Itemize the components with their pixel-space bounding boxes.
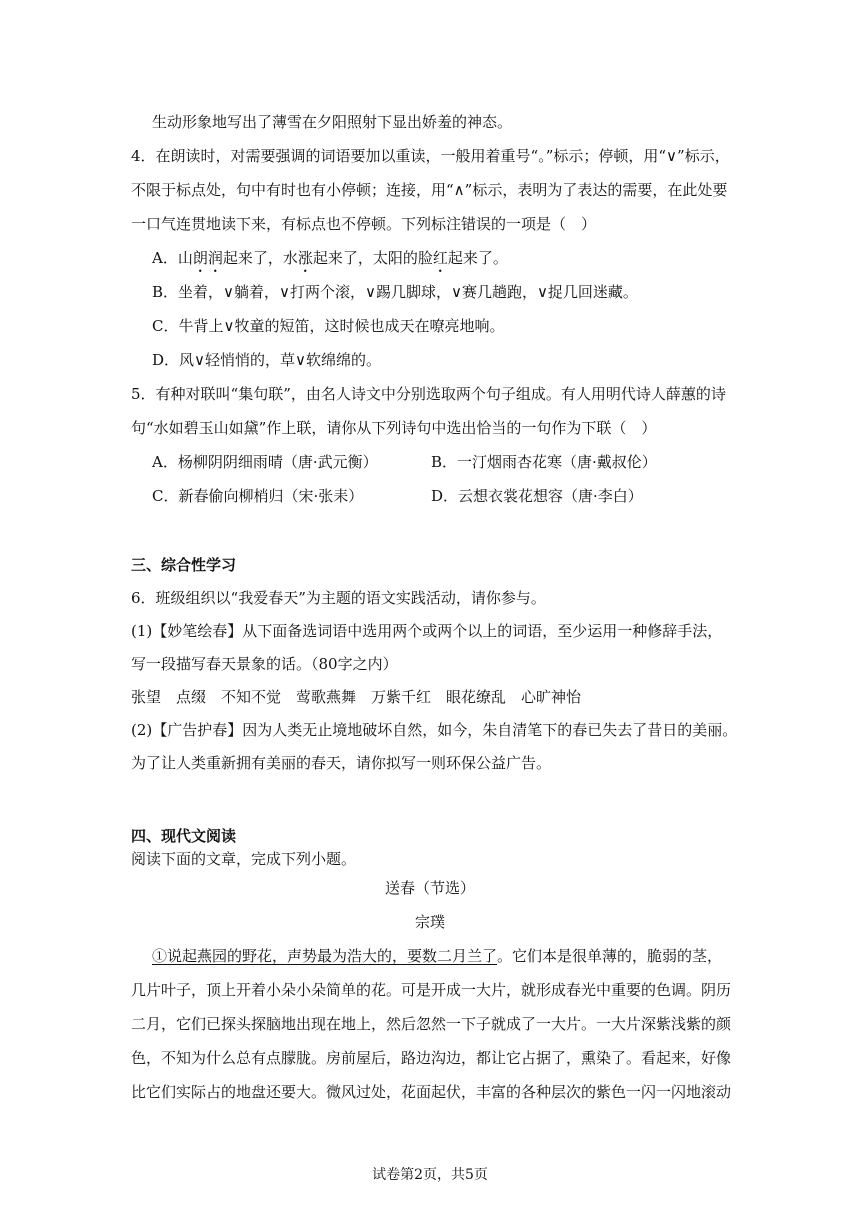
section-4-intro: 阅读下面的文章，完成下列小题。 bbox=[131, 850, 357, 868]
article-line: 色，不知为什么总有点朦胧。房前屋后，路边沟边，都让它占据了，熏染了。看起来，好像 bbox=[131, 1049, 732, 1067]
q4-option-a[interactable] bbox=[152, 248, 508, 276]
q4-option-c[interactable]: C．牛背上∨牧童的短笛，这时候也成天在嘹亮地响。 bbox=[152, 317, 505, 335]
q5-option-c[interactable]: C．新春偷向柳梢归（宋·张耒） bbox=[152, 487, 364, 505]
article-paragraph-1-first-line bbox=[152, 946, 722, 966]
q5-stem-line-1: 5．有种对联叫“集句联”，由名人诗文中分别选取两个句子组成。有人用明代诗人薛蕙的诗 bbox=[131, 385, 726, 403]
q3-tail-text: 生动形象地写出了薄雪在夕阳照射下显出娇羞的神态。 bbox=[152, 113, 513, 131]
q4-option-a-part: 起来了。 bbox=[447, 249, 508, 267]
q5-stem-line-2: 句“水如碧玉山如黛”作上联，请你从下列诗句中选出恰当的一句作为下联（ ） bbox=[131, 419, 657, 437]
article-title: 送春（节选） bbox=[384, 879, 475, 897]
article-line: 几片叶子，顶上开着小朵小朵简单的花。可是开成一大片，就形成春光中重要的色调。阴历 bbox=[131, 981, 732, 999]
q4-option-a-part: 起来了，水 bbox=[222, 249, 298, 267]
q6-part1-line-1: (1)【妙笔绘春】从下面备选词语中选用两个或两个以上的词语，至少运用一种修辞手法， bbox=[131, 622, 723, 640]
paragraph-text: 。它们本是很单薄的，脆弱的茎， bbox=[497, 947, 723, 965]
q4-option-d[interactable]: D．风∨轻悄悄的，草∨软绵绵的。 bbox=[152, 351, 381, 369]
q4-option-a-emphasis: 涨 bbox=[297, 249, 313, 267]
q5-option-d[interactable]: D．云想衣裳花想容（唐·李白） bbox=[431, 487, 643, 505]
q6-word-list: 张望 点缀 不知不觉 莺歌燕舞 万紫千红 眼花缭乱 心旷神怡 bbox=[131, 688, 582, 706]
q5-option-a[interactable]: A．杨柳阴阴细雨晴（唐·武元衡） bbox=[152, 453, 378, 471]
q4-option-a-emphasis: 朗润 bbox=[192, 249, 223, 267]
q4-stem-line-3: 一口气连贯地读下来，有标点也不停顿。下列标注错误的一项是（ ） bbox=[131, 215, 597, 233]
section-4-heading: 四、现代文阅读 bbox=[131, 827, 237, 845]
q4-stem-line-2: 不限于标点处，句中有时也有小停顿；连接，用“∧”标示，表明为了表达的需要，在此处要 bbox=[131, 181, 728, 199]
q4-option-b[interactable]: B．坐着，∨躺着，∨打两个滚，∨踢几脚球，∨赛几趟跑，∨捉几回迷藏。 bbox=[152, 283, 638, 301]
article-line: 二月，它们已探头探脑地出现在地上，然后忽然一下子就成了一大片。一大片深紫浅紫的颜 bbox=[131, 1015, 732, 1033]
q4-option-a-emphasis: 红 bbox=[432, 249, 448, 267]
underlined-sentence: ①说起燕园的野花，声势最为浩大的，要数二月兰了 bbox=[152, 947, 498, 965]
article-line: 比它们实际占的地盘还要大。微风过处，花面起伏，丰富的各种层次的紫色一闪一闪地滚动 bbox=[131, 1083, 732, 1101]
q4-option-a-part: 起来了，太阳的脸 bbox=[312, 249, 433, 267]
q4-option-a-part: A．山 bbox=[152, 249, 193, 267]
q6-stem: 6．班级组织以“我爱春天”为主题的语文实践活动，请你参与。 bbox=[131, 589, 546, 607]
q4-stem-line-1: 4．在朗读时，对需要强调的词语要加以重读，一般用着重号“。”标示；停顿，用“∨”标示， bbox=[131, 147, 730, 165]
q6-part2-line-2: 为了让人类重新拥有美丽的春天，请你拟写一则环保公益广告。 bbox=[131, 754, 552, 772]
section-3-heading: 三、综合性学习 bbox=[131, 556, 237, 574]
q6-part1-line-2: 写一段描写春天景象的话。（80字之内） bbox=[131, 655, 398, 673]
q5-option-b[interactable]: B．一汀烟雨杏花寒（唐·戴叔伦） bbox=[431, 453, 657, 471]
q6-part2-line-1: (2)【广告护春】因为人类无止境地破坏自然，如今，朱自清笔下的春已失去了昔日的美丽。 bbox=[131, 721, 738, 739]
page-footer: 试卷第2页，共5页 bbox=[372, 1167, 488, 1183]
article-author: 宗璞 bbox=[414, 913, 445, 931]
